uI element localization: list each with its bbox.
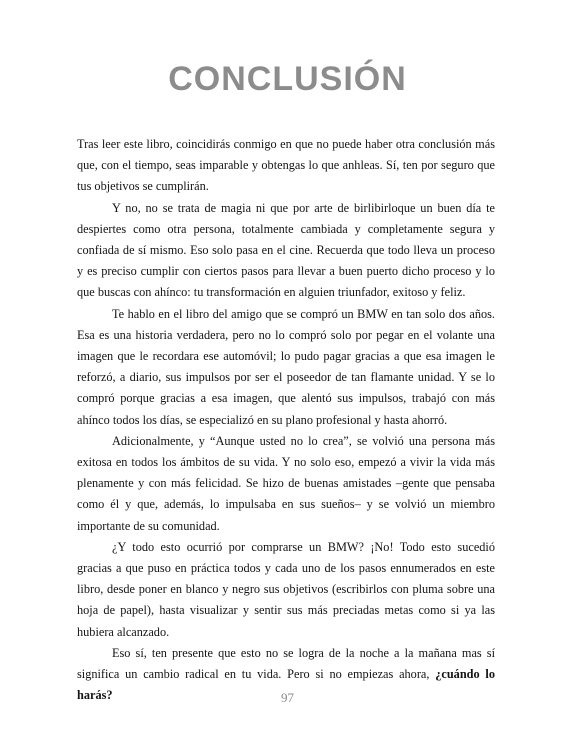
paragraph-3: Te hablo en el libro del amigo que se compró un BMW en tan solo dos años. Esa es una historia verdadera, pero no lo compró solo por pegar en el volante una imagen que le recordara ese automóvil; lo pudo pagar gracias a que esa imagen le reforzó, a diario, sus impulsos por ser el poseedor de tan flamante unidad. Y se lo compró porque gracias a esa imagen, que alentó sus impulsos, trabajó con más ahínco todos los días, se especializó en su plano profesional y hasta ahorró. — [77, 306, 495, 427]
chapter-body — [77, 134, 495, 706]
page-number: 97 — [281, 690, 294, 705]
paragraph-1: Tras leer este libro, coincidirás conmigo en que no puede haber otra conclusión más que, con el tiempo, seas imparable y obtengas lo que anhleas. Sí, ten por seguro que tus objetivos se cumplirán. — [77, 137, 495, 194]
paragraph-6-text: Eso sí, ten presente que esto no se logra de la noche a la mañana mas sí significa un cambio radical en tu vida. Pero si no empiezas ahora, — [77, 645, 495, 682]
closing-question: ¿cuándo lo harás? — [77, 667, 495, 703]
paragraph-4: Adicionalmente, y “Aunque usted no lo crea”, se volvió una persona más exitosa en todos los ámbitos de su vida. Y no solo eso, empezó a vivir la vida más plenamente y con más felicidad. Se hizo de buenas amistades –gente que pensaba como él y que, además, lo impulsaba en sus sueños– y se volvió un miembro importante de su comunidad. — [77, 433, 495, 533]
chapter-title: CONCLUSIÓN — [168, 60, 407, 98]
paragraph-5: ¿Y todo esto ocurrió por comprarse un BMW? ¡No! Todo esto sucedió gracias a que puso en práctica todos y cada uno de los pasos ennumerados en este libro, desde poner en blanco y negro sus objetivos (escribirlos con pluma sobre una hoja de papel), hasta visualizar y sentir sus más preciadas metas como si ya las hubiera alcanzado. — [77, 539, 495, 639]
paragraph-2: Y no, no se trata de magia ni que por arte de birlibirloque un buen día te despiertes como otra persona, totalmente cambiada y completamente segura y confiada de sí mismo. Eso solo pasa en el cine. Recuerda que todo lleva un proceso y es preciso cumplir con ciertos pasos para llevar a buen puerto dicho proceso y lo que buscas con ahínco: tu transformación en alguien triunfador, exitoso y feliz. — [77, 200, 495, 300]
